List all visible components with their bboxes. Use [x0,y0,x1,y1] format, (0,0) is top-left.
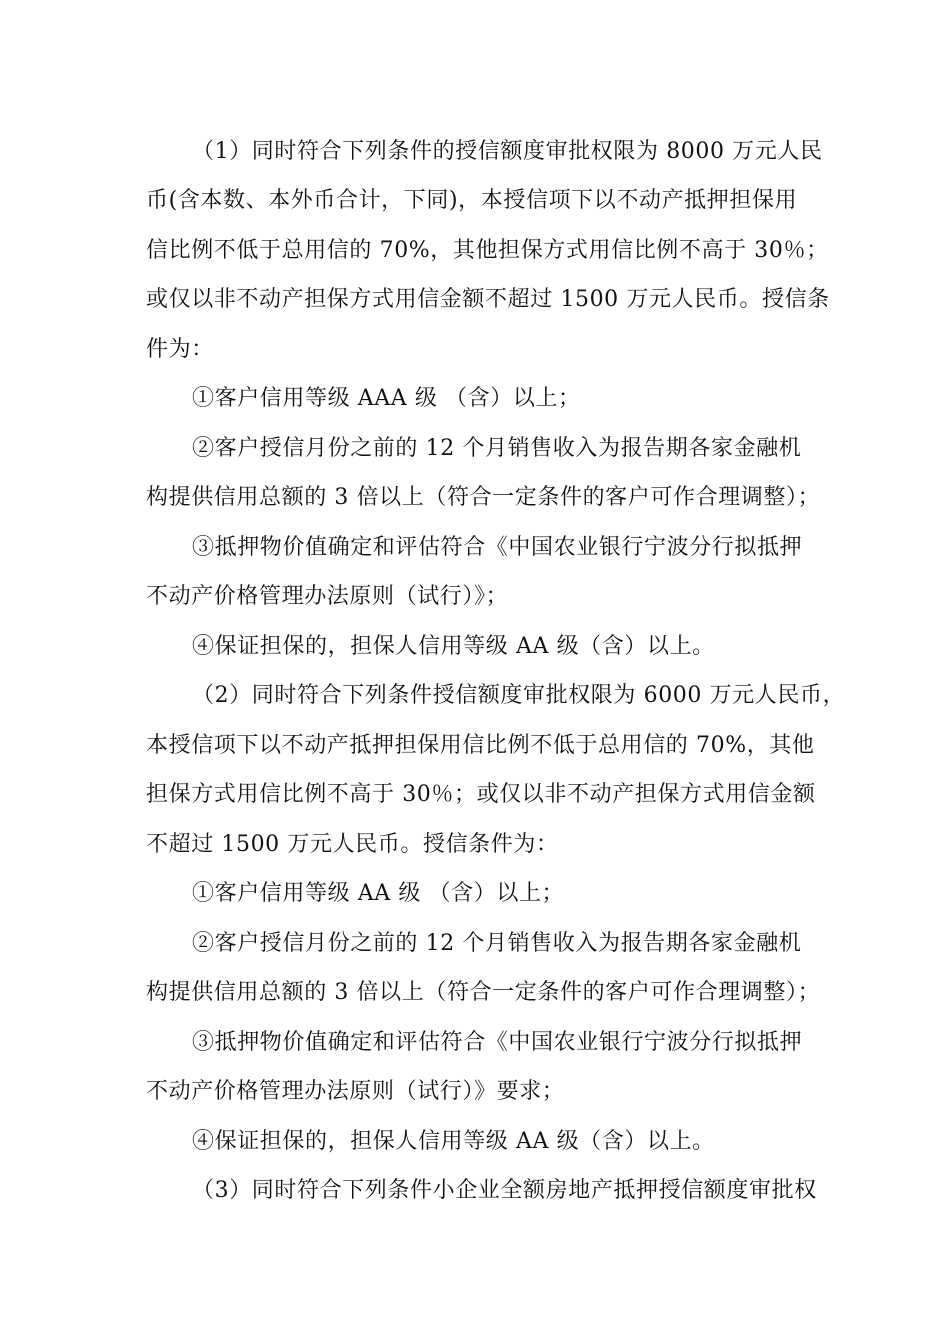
condition-2-4: ④保证担保的，担保人信用等级 AA 级（含）以上。 [192,1129,715,1154]
condition-2-3-line-1: ③抵押物价值确定和评估符合《中国农业银行宁波分行拟抵押 [192,1030,803,1055]
condition-1-4: ④保证担保的，担保人信用等级 AA 级（含）以上。 [192,634,715,659]
paragraph-2-line-4: 不超过 1500 万元人民币。授信条件为： [146,832,559,857]
paragraph-1-line-4: 或仅以非不动产担保方式用信金额不超过 1500 万元人民币。授信条 [146,287,830,312]
paragraph-1-line-1: （1）同时符合下列条件的授信额度审批权限为 8000 万元人民 [192,139,823,164]
paragraph-2-line-2: 本授信项下以不动产抵押担保用信比例不低于总用信的 70%，其他 [146,733,815,758]
condition-2-2-line-1: ②客户授信月份之前的 12 个月销售收入为报告期各家金融机 [192,931,802,956]
paragraph-2-line-3: 担保方式用信比例不高于 30％；或仅以非不动产担保方式用信金额 [146,782,816,807]
condition-2-3-line-2: 不动产价格管理办法原则（试行）》要求； [146,1079,565,1104]
paragraph-2-line-1: （2）同时符合下列条件授信额度审批权限为 6000 万元人民币， [192,683,846,708]
condition-2-2-line-2: 构提供信用总额的 3 倍以上（符合一定条件的客户可作合理调整）； [146,980,821,1005]
condition-2-1: ①客户信用等级 AA 级 （含）以上； [192,881,565,906]
paragraph-3-line-1: （3）同时符合下列条件小企业全额房地产抵押授信额度审批权 [192,1178,817,1203]
condition-1-3-line-2: 不动产价格管理办法原则（试行）》； [146,584,509,609]
paragraph-1-line-2: 币(含本数、本外币合计，下同)，本授信项下以不动产抵押担保用 [146,188,798,213]
condition-1-2-line-2: 构提供信用总额的 3 倍以上（符合一定条件的客户可作合理调整）； [146,485,821,510]
condition-1-3-line-1: ③抵押物价值确定和评估符合《中国农业银行宁波分行拟抵押 [192,535,803,560]
paragraph-1-line-5: 件为： [146,337,214,362]
condition-1-2-line-1: ②客户授信月份之前的 12 个月销售收入为报告期各家金融机 [192,436,802,461]
condition-1-1: ①客户信用等级 AAA 级 （含）以上； [192,386,581,411]
paragraph-1-line-3: 信比例不低于总用信的 70%，其他担保方式用信比例不高于 30％； [146,238,829,263]
